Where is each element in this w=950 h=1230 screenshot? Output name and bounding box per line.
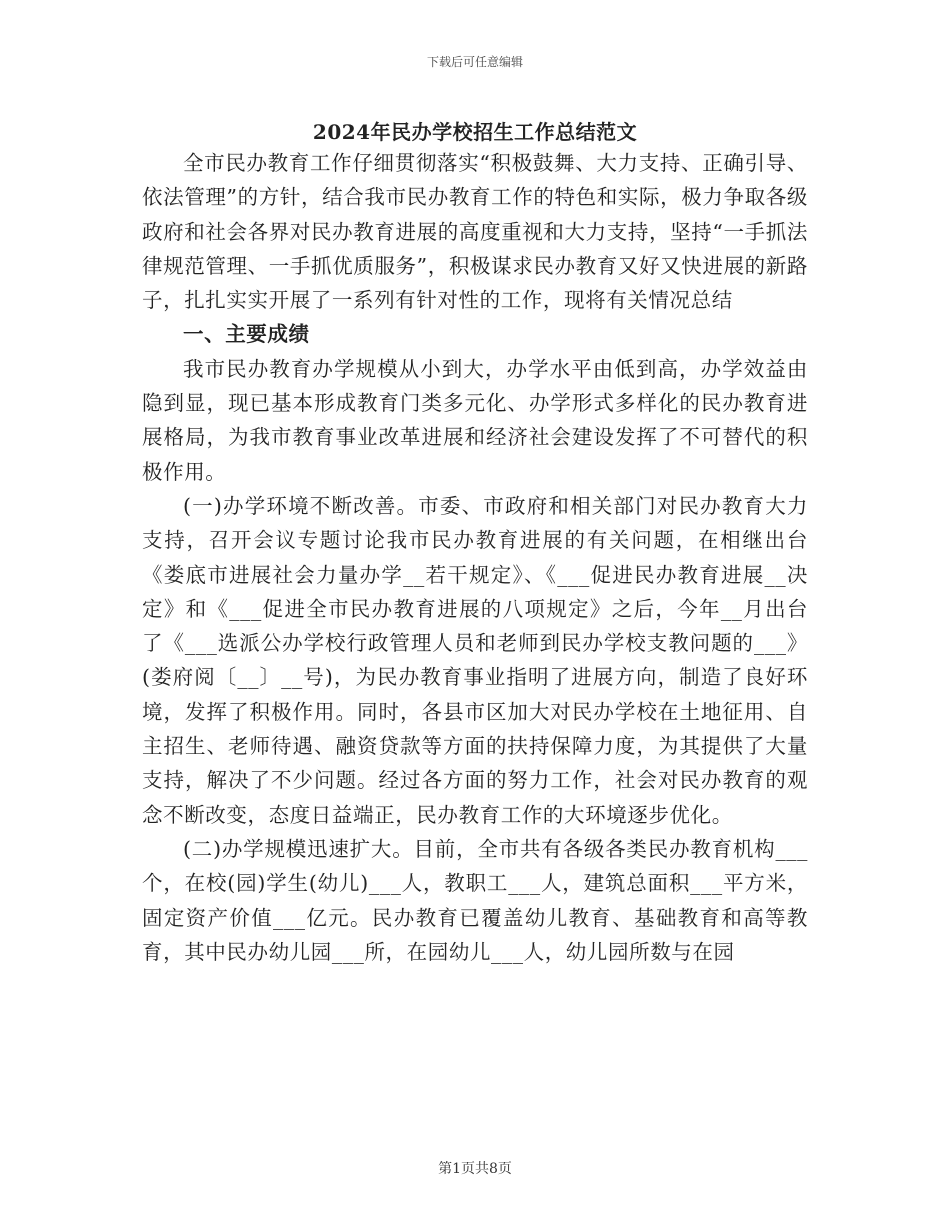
page-number: 第1页共8页: [438, 1161, 512, 1177]
section-heading: 一、主要成绩: [183, 322, 310, 347]
document-body: [142, 146, 808, 969]
intro-paragraph: 全市民办教育工作仔细贯彻落实“积极鼓舞、大力支持、正确引导、依法管理”的方针，结合我市民办教育工作的特色和实际，极力争取各级政府和社会各界对民办教育进展的高度重视和大力支持，坚持“一手抓法律规范管理、一手抓优质服务”，积极谋求民办教育又好又快进展的新路子，扎扎实实开展了一系列有针对性的工作，现将有关情况总结: [142, 151, 808, 313]
document-title: 2024年民办学校招生工作总结范文: [312, 120, 638, 144]
body-paragraph: 我市民办教育办学规模从小到大，办学水平由低到高，办学效益由隐到显，现已基本形成教育门类多元化、办学形式多样化的民办教育进展格局，为我市教育事业改革进展和经济社会建设发挥了不可替代的积极作用。: [142, 356, 808, 484]
body-paragraph: (二)办学规模迅速扩大。目前，全市共有各级各类民办教育机构___个，在校(园)学生(幼儿)___人，教职工___人，建筑总面积___平方米，固定资产价值___亿元。民办教育已覆盖幼儿教育、基础教育和高等教育，其中民办幼儿园___所，在园幼儿___人，幼儿园所数与在园: [142, 836, 808, 964]
body-paragraph: (一)办学环境不断改善。市委、市政府和相关部门对民办教育大力支持，召开会议专题讨论我市民办教育进展的有关问题，在相继出台《娄底市进展社会力量办学__若干规定》、《___促进民办教育进展__决定》和《___促进全市民办教育进展的八项规定》之后，今年__月出台了《___选派公办学校行政管理人员和老师到民办学校支教问题的___》(娄府阅〔__〕__号)，为民办教育事业指明了进展方向，制造了良好环境，发挥了积极作用。同时，各县市区加大对民办学校在土地征用、自主招生、老师待遇、融资贷款等方面的扶持保障力度，为其提供了大量支持，解决了不少问题。经过各方面的努力工作，社会对民办教育的观念不断改变，态度日益端正，民办教育工作的大环境逐步优化。: [142, 493, 808, 827]
header-note: 下载后可任意编辑: [426, 55, 523, 69]
